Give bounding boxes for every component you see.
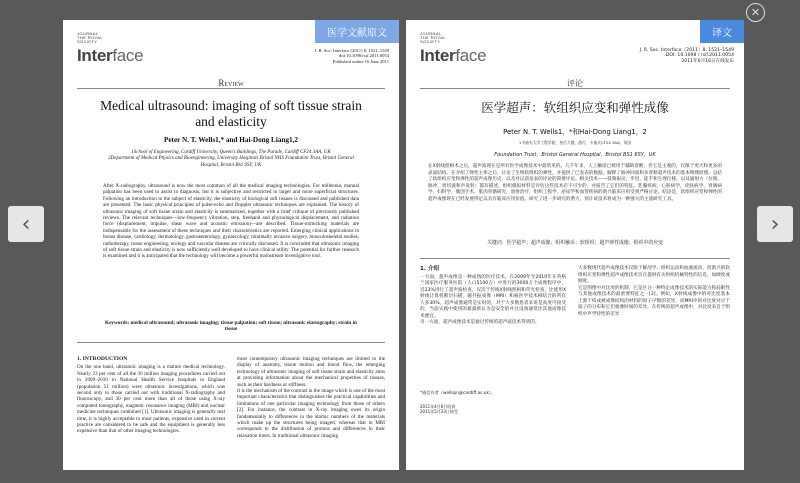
journal-logo-small-text: JOURNAL THE ROYAL SOCIETY (420, 31, 446, 44)
body-paragraph: 一方面，超声成像是一种成熟的医疗技术。在2009年至2010年在英格兰国家医疗服务医院（人口5100万）中进行的3000万个成像程序中，近23%进行了超声波检查，仅次于传统X射线照相和荧光检查，比使用X射线计算机断层扫描，磁共振成像（MRI）和核医学技术相结合的所有人多30%。超声成像通常是实时的，对于大多数患者来说是高度可接受的，当前实践中使用的暴露被认为是安全的并且设备通常比其他成像技术便宜。 另一方面，超声成像技术是通过传统的超声波技术得到的。 (420, 274, 566, 325)
citation-line: DOI: 10.1098 / rsif.2011.0054 (665, 53, 734, 59)
author-affiliations: 1School of Engineering, Cardiff University, Queen's Buildings, The Parade, Cardiff CF24 3AA, UK 2Department of Medical Physics and Bioengineering, University Hospitals Bristol NHS Foundation Trust, Bristol General Hospital, Bristol BS1 6SY, UK (108, 150, 354, 168)
journal-logo-small-text: JOURNAL THE ROYAL SOCIETY (77, 31, 103, 44)
foundation-line: Foundation Trust，Bristol General Hospital，Bristol BS1 6SY，UK (494, 152, 656, 158)
journal-logo-inter: Inter (420, 46, 456, 65)
received-dates: 2011年4月6日收到 2011年5月23日接受 (420, 404, 458, 415)
original-label-badge: 医学文献原文 (315, 20, 399, 43)
citation-line: J. R. Soc. Interface (2011) 8, 1521–1549 (314, 48, 389, 53)
keywords-text: Keywords: medical ultrasound; ultrasonic imaging; tissue palpation; soft tissue; ultrasonic elastography; strain in tissue (105, 320, 357, 333)
close-icon: ✕ (750, 6, 761, 19)
body-column-1 (77, 356, 225, 435)
citation-line: J. R. Soc. Interface（2011）8, 1521–1549 (639, 48, 734, 53)
article-title: 医学超声：软组织应变和弹性成像 (481, 100, 669, 115)
citation-line: doi:10.1098/rsif.2011.0054 (339, 53, 389, 59)
next-page-button[interactable] (757, 206, 793, 242)
chevron-right-icon: › (770, 211, 780, 237)
citation-block (640, 48, 734, 64)
section-label: 评论 (567, 79, 583, 88)
citation-line: 2011年6月16日在线发布 (681, 58, 734, 64)
translation-label-badge: 译文 (700, 20, 744, 43)
abstract-text: 在X射线照相术之后，超声波现在是所有医学成像技术中最常见的。几千年来，人工触诊已被用于辅助诊断，但它是主观的，仅限于更大和更多的表面结构。在介绍了弹性主体之后，讨论了生物软组织的弹性，并提供了已发表的数据。解释了脉冲回波和多普勒超声技术的基本物理原理。总结了软组织应变和弹性的超声成像历史，以及对以前发表的评论的简要评论。相关技术——低频振动，步进，徒手和生理位移，以及辐射力（位移，脉冲，剪切波和声发射）都有描述。组织模拟材料是评估这些技术必不可少的，并报告了它们的特征。乳腺疾病，心脏病学，皮肤病学，胃肠病学，妇科学，微创手术，肌肉骨骼研究，放射治疗，组织工程学，泌尿学和血管疾病的新兴临床应用受到严格讨论。结论是，软组织应变和弹性的超声成像现在已经发展得足以具有临床应用价值。研究了进一步研究的潜力，预计该技术将成为一种强大的主流研究工具。 (428, 164, 723, 202)
section-label: Review (218, 78, 244, 88)
abstract-text: After X-radiography, ultrasound is now the most common of all the medical imaging technologies. For millennia, manual palpation has been used to assist in diagnosis, but it is subjective and restricted to larger and more superficial structures. Following an introduction to the subject of elasticity, the elasticity of biological soft tissues is discussed and published data are presented. The basic physical principles of pulse-echo and Doppler ultrasonic techniques are explained. The history of ultrasonic imaging of soft tissue strain and elasticity is summarized, together with a brief critique of previously published reviews. The relevant techniques—low-frequency vibration, step, freehand and physiological displacement, and radiation force (displacement, impulse, shear wave and acoustic emission)—are described. Tissue-mimicking materials are indispensable for the assessment of these techniques and their characteristics are reported. Emerging clinical applications in breast disease, cardiology, dermatology, gastroenterology, gynaecology, minimally invasive surgery, musculoskeletal studies, radiotherapy, tissue engineering, urology and vascular disease are critically discussed. It is concluded that ultrasonic imaging of soft tissue strain and elasticity is now sufficiently well developed to have clinical utility. The potential for further research is examined and it is anticipated that the technology will become a powerful mainstream investigative tool. (103, 183, 359, 260)
journal-logo-face: face (112, 46, 144, 65)
journal-logo (77, 32, 143, 66)
citation-line: Published online 16 June 2011 (332, 58, 389, 64)
article-title: Medical ultrasound: imaging of soft tissue strain and elasticity (100, 98, 362, 129)
section-heading: 1. 介绍 (420, 266, 440, 272)
translation-document-page (406, 20, 744, 470)
journal-logo-face: face (455, 46, 487, 65)
chevron-left-icon: ‹ (21, 211, 31, 237)
article-authors: Peter N. T. Wells1,* and Hai-Dong Liang1,2 (163, 136, 299, 144)
body-column-1 (420, 266, 566, 327)
section-heading: 1. INTRODUCTION (77, 356, 128, 362)
close-viewer-button[interactable] (746, 3, 765, 22)
journal-logo (420, 32, 486, 66)
citation-block (314, 48, 389, 64)
previous-page-button[interactable] (8, 206, 44, 242)
footnote: *通信作者（wellspn@cardiff.ac.uk）。 (420, 390, 496, 395)
article-authors: Peter N. T. Wells1，*和Hai-Dong Liang1，2 (503, 128, 647, 136)
body-column-2: most contemporary ultrasonic imaging techniques are limited to the display of anatomy, tissue motion and blood flow, the emerging technology of ultrasonic imaging of soft tissue strain and elasticity aims at providing information about the mechanical properties of tissues, such as their hardness or stiffness. It is the mechanism of the contrast in the image which is one of the most important characteristics that distinguishes the practical capabilities and limitations of one particular imaging technology from those of others [2]. For instance, the contrast in X-ray imaging owes its origin fundamentally to differences in the atomic numbers of the materials which make up the structures being imaged, whereas that in MRI corresponds to the distribution of protons and differences in their relaxation times. In traditional ultrasonic imaging (237, 356, 385, 439)
body-paragraph: On the one hand, ultrasonic imaging is a mature medical technology. Nearly 23 per cent of all the 30 million imaging procedures carried out in 2009–2010 in National Health Service hospitals in England (population 51 million) were ultrasonic investigations, which was second only to those carried out with traditional X-radiography and fluoroscopy, and 30 per cent more than all of those using X-ray computed tomography, magnetic resonance imaging (MRI) and nuclear medicine techniques combined [1]. Ultrasonic imaging is generally real time, it is highly acceptable to most patients, expensive used in current practice are considered to be safe and the equipment is generally less expensive than that of other imaging technologies. (77, 364, 225, 435)
author-affiliations: 1卡迪夫大学工程学院，皇后大楼，游行，卡迪夫CF24 3AA，英国 (518, 140, 632, 145)
keywords-text: 关键词：医学超声；超声成像；组织触诊；软组织；超声弹性成像；组织中的应变 (486, 240, 664, 246)
body-column-2: 大多数现代超声成像技术仅限于解剖学、组织运动和血液流动，但新兴的软组织应变和弹性超声成像技术旨在提供有关组织机械特性的信息，如硬度或刚度。 它是图像中对比度的机制，它是区分一种特定成像技术的实际能力和局限性与其他成像技术的最重要特征之一[2]。例如，X射线成像中的对比度基本上源于构成被成像结构的材料的原子序数的差异，而MRI中的对比度对应于质子的分布和它们弛豫时间的差异。在传统的超声成像中，对比度来自于组织中声学特性的差异 (578, 266, 730, 317)
original-document-page (63, 20, 399, 470)
journal-logo-inter: Inter (77, 46, 113, 65)
